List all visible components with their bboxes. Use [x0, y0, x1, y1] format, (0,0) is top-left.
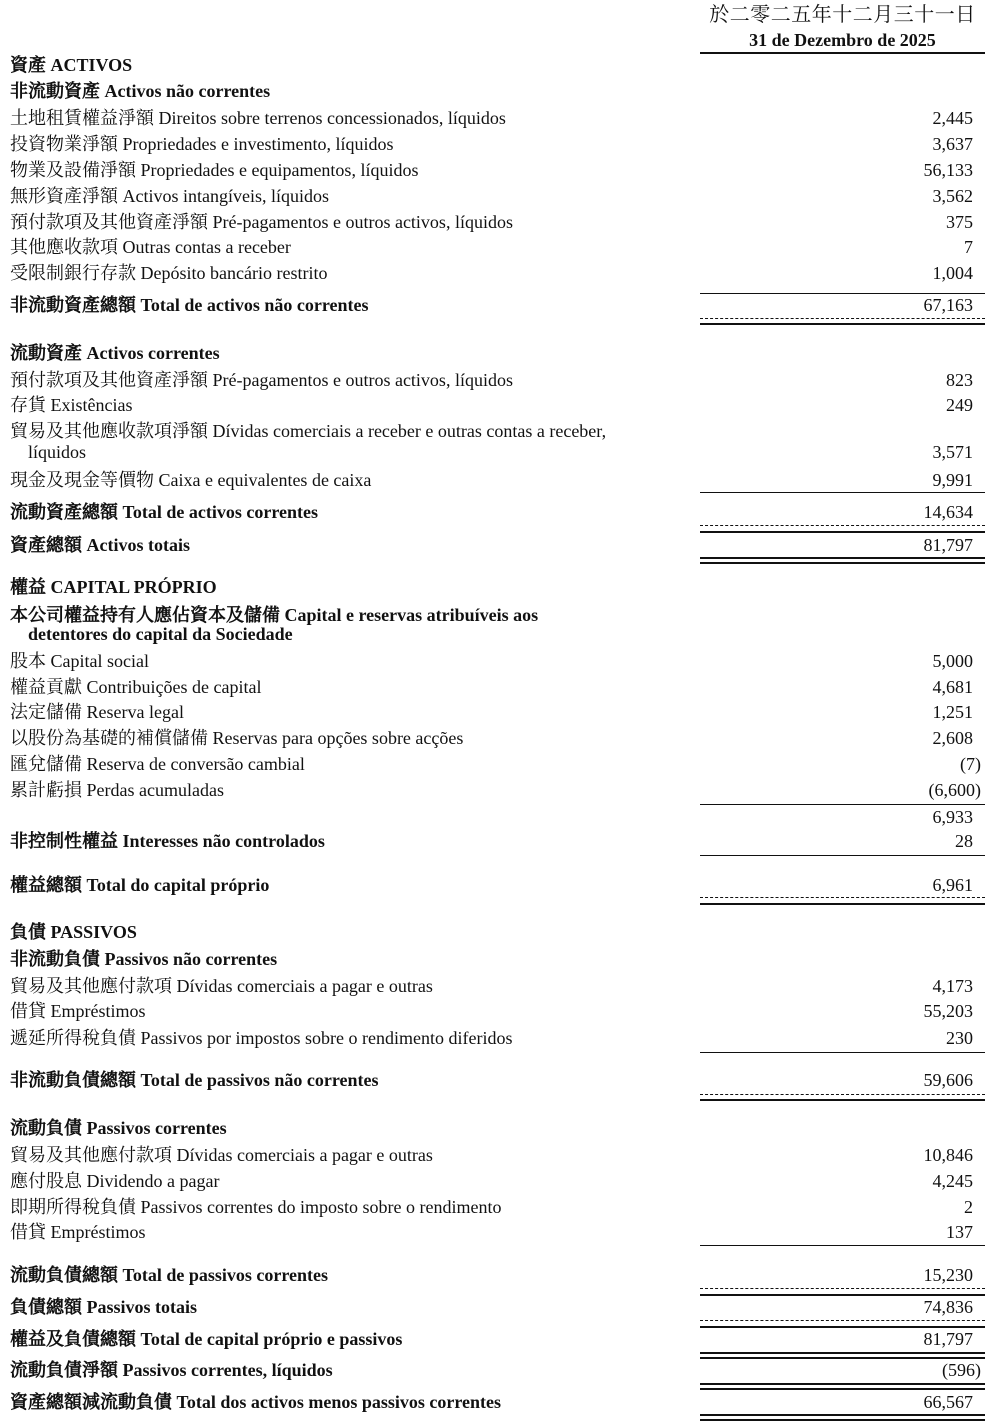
statement-line-item [10, 975, 985, 997]
line-item-value: 137 [946, 1222, 973, 1242]
label-pt: detentores do capital da Sociedade [28, 624, 293, 644]
subtotal-rule [700, 855, 985, 856]
label-pt: Capital social [50, 651, 149, 671]
line-item-label [10, 501, 318, 523]
label-pt: Contribuições de capital [86, 677, 262, 697]
statement-heading-row [10, 1117, 985, 1139]
line-item-value: 7 [964, 237, 973, 257]
line-item-value: 28 [955, 831, 973, 851]
label-zh: 貿易及其他應付款項 [10, 1145, 172, 1165]
line-item-label [10, 1196, 501, 1218]
line-item-value: 4,173 [932, 976, 973, 996]
statement-line-item [10, 107, 985, 129]
line-item-value: 66,567 [923, 1392, 973, 1412]
line-item-value: 375 [946, 212, 973, 232]
label-pt: Passivos correntes do imposto sobre o rendimento [140, 1197, 502, 1217]
label-zh: 流動負債總額 [10, 1265, 118, 1285]
statement-line-item [10, 211, 985, 233]
line-item-value: 56,133 [923, 160, 973, 180]
label-pt: Total de activos não correntes [140, 295, 369, 315]
statement-line-item [10, 1144, 985, 1166]
statement-line-item [10, 420, 985, 442]
line-item-value: 59,606 [923, 1070, 973, 1090]
label-zh: 無形資產淨額 [10, 186, 118, 206]
column-header-date-pt: 31 de Dezembro de 2025 [749, 30, 936, 50]
line-item-label [10, 262, 327, 284]
statement-heading-row [10, 830, 985, 852]
label-zh: 即期所得稅負債 [10, 1197, 136, 1217]
label-pt: Total de capital próprio e passivos [140, 1329, 403, 1349]
grand-total-rule-2 [700, 1357, 985, 1359]
line-item-label [10, 650, 149, 672]
line-item-label [10, 753, 305, 775]
line-item-label [10, 1170, 219, 1192]
statement-line-item [10, 159, 985, 181]
line-item-value: 2 [964, 1197, 973, 1217]
subtotal-rule [700, 492, 985, 493]
statement-line-item [10, 806, 985, 828]
label-pt: líquidos [28, 442, 87, 462]
line-item-value: 230 [946, 1028, 973, 1048]
total-rule-dashed [700, 1094, 985, 1095]
label-zh: 流動資產 [10, 343, 82, 363]
label-pt: Propriedades e equipamentos, líquidos [140, 160, 419, 180]
label-pt: Total dos activos menos passivos correntes [176, 1392, 502, 1412]
label-zh: 非流動負債 [10, 949, 100, 969]
line-item-value: 1,251 [932, 702, 973, 722]
line-item-label [10, 133, 393, 155]
statement-heading-row [10, 623, 985, 645]
statement-heading-row [10, 80, 985, 102]
label-zh: 負債 [10, 922, 46, 942]
statement-heading-row [10, 576, 985, 598]
label-zh: 現金及現金等價物 [10, 470, 154, 490]
label-pt: PASSIVOS [50, 922, 137, 942]
line-item-value: 6,961 [932, 875, 973, 895]
label-zh: 預付款項及其他資產淨額 [10, 212, 208, 232]
label-pt: Interesses não controlados [122, 831, 325, 851]
line-item-label [10, 1359, 333, 1381]
line-item-label [10, 1000, 146, 1022]
line-item-label [10, 1144, 433, 1166]
label-zh: 貿易及其他應收款項淨額 [10, 421, 208, 441]
subtotal-rule [700, 1245, 985, 1246]
label-zh: 投資物業淨額 [10, 134, 118, 154]
line-item-value: 10,846 [923, 1145, 973, 1165]
label-zh: 負債總額 [10, 1297, 82, 1317]
statement-line-item [10, 1000, 985, 1022]
line-item-label [10, 211, 513, 233]
label-zh: 受限制銀行存款 [10, 263, 136, 283]
label-pt: Empréstimos [50, 1222, 146, 1242]
statement-heading-row [10, 534, 985, 556]
label-zh: 貿易及其他應付款項 [10, 976, 172, 996]
statement-line-item [10, 1027, 985, 1049]
line-item-value: 2,608 [932, 728, 973, 748]
label-zh: 借貸 [10, 1222, 46, 1242]
label-pt: Depósito bancário restrito [140, 263, 328, 283]
label-pt: Activos intangíveis, líquidos [122, 186, 329, 206]
label-zh: 流動資產總額 [10, 502, 118, 522]
line-item-value: 249 [946, 395, 973, 415]
statement-heading-row [10, 1264, 985, 1286]
label-zh: 非流動負債總額 [10, 1070, 136, 1090]
label-zh: 非流動資產總額 [10, 295, 136, 315]
line-item-label [10, 80, 270, 102]
label-pt: Reserva legal [86, 702, 184, 722]
line-item-label [10, 1328, 402, 1350]
line-item-value: 9,991 [932, 470, 973, 490]
label-pt: Outras contas a receber [122, 237, 291, 257]
grand-total-rule-1 [700, 1414, 985, 1416]
line-item-label [10, 701, 184, 723]
label-zh: 權益 [10, 577, 46, 597]
total-rule-dashed [700, 525, 985, 526]
statement-line-item [10, 753, 985, 775]
label-zh: 資產 [10, 55, 46, 75]
label-zh: 資產總額減流動負債 [10, 1392, 172, 1412]
label-pt: Dívidas comerciais a pagar e outras [176, 1145, 433, 1165]
subtotal-rule [700, 293, 985, 294]
line-item-label [10, 727, 463, 749]
label-zh: 存貨 [10, 395, 46, 415]
grand-total-rule-1 [700, 1352, 985, 1354]
total-rule [700, 323, 985, 325]
label-pt: Activos correntes [86, 343, 220, 363]
line-item-label [10, 676, 261, 698]
line-item-label [10, 342, 220, 364]
column-header-date-zh: 於二零二五年十二月三十一日 [709, 4, 976, 26]
line-item-value: 3,637 [932, 134, 973, 154]
label-pt: Reservas para opções sobre acções [212, 728, 464, 748]
line-item-label [10, 159, 418, 181]
label-zh: 權益及負債總額 [10, 1329, 136, 1349]
label-pt: Activos não correntes [104, 81, 271, 101]
label-zh: 本公司權益持有人應佔資本及儲備 [10, 605, 280, 625]
line-item-value: 55,203 [923, 1001, 973, 1021]
line-item-label [10, 1296, 197, 1318]
statement-heading-row [10, 1391, 985, 1413]
grand-total-rule-2 [700, 562, 985, 564]
label-pt: Passivos totais [86, 1297, 198, 1317]
line-item-label [28, 441, 86, 463]
line-item-label [10, 948, 277, 970]
statement-heading-row [10, 921, 985, 943]
line-item-value: 4,681 [932, 677, 973, 697]
line-item-value: 5,000 [932, 651, 973, 671]
line-item-label [10, 107, 506, 129]
label-zh: 流動負債淨額 [10, 1360, 118, 1380]
label-pt: Passivos não correntes [104, 949, 278, 969]
label-zh: 法定儲備 [10, 702, 82, 722]
grand-total-rule-1 [700, 1383, 985, 1385]
statement-line-item [10, 676, 985, 698]
label-pt: Dívidas comerciais a pagar e outras [176, 976, 433, 996]
line-item-label [10, 534, 190, 556]
statement-heading-row [10, 294, 985, 316]
line-item-label [10, 874, 269, 896]
line-item-value: 1,004 [932, 263, 973, 283]
label-pt: Pré-pagamentos e outros activos, líquidos [212, 212, 513, 232]
label-zh: 累計虧損 [10, 780, 82, 800]
statement-line-item [10, 469, 985, 491]
total-rule [700, 531, 985, 533]
label-zh: 流動負債 [10, 1118, 82, 1138]
line-item-value: 4,245 [932, 1171, 973, 1191]
line-item-value: (596) [942, 1360, 981, 1380]
statement-heading-row [10, 1328, 985, 1350]
label-zh: 應付股息 [10, 1171, 82, 1191]
line-item-value: 15,230 [923, 1265, 973, 1285]
total-rule [700, 1326, 985, 1328]
line-item-label [10, 1117, 227, 1139]
label-pt: Activos totais [86, 535, 190, 555]
statement-heading-row [10, 1359, 985, 1381]
label-pt: Existências [50, 395, 133, 415]
line-item-label [10, 54, 132, 76]
statement-heading-row [10, 948, 985, 970]
label-zh: 其他應收款項 [10, 237, 118, 257]
statement-line-item [10, 441, 985, 463]
line-item-label [10, 921, 137, 943]
label-zh: 借貸 [10, 1001, 46, 1021]
statement-heading-row [10, 54, 985, 76]
statement-line-item [10, 1170, 985, 1192]
line-item-label [10, 236, 291, 258]
statement-line-item [10, 779, 985, 801]
label-zh: 股本 [10, 651, 46, 671]
label-pt: Total de passivos não correntes [140, 1070, 379, 1090]
line-item-label [10, 576, 217, 598]
label-pt: Passivos correntes [86, 1118, 227, 1138]
label-zh: 非控制性權益 [10, 831, 118, 851]
grand-total-rule-2 [700, 1419, 985, 1421]
statement-line-item [10, 236, 985, 258]
line-item-value: 3,562 [932, 186, 973, 206]
label-pt: Dívidas comerciais a receber e outras contas a receber, [212, 421, 607, 441]
grand-total-rule-2 [700, 1388, 985, 1390]
total-rule [700, 903, 985, 905]
total-rule-dashed [700, 1320, 985, 1321]
line-item-value: 14,634 [923, 502, 973, 522]
line-item-label [10, 830, 325, 852]
line-item-value: (7) [960, 754, 981, 774]
line-item-value: 74,836 [923, 1297, 973, 1317]
label-pt: Total de activos correntes [122, 502, 318, 522]
statement-heading-row [10, 874, 985, 896]
total-rule-dashed [700, 318, 985, 319]
line-item-label [10, 1069, 379, 1091]
line-item-label [10, 369, 513, 391]
line-item-value: 6,933 [932, 807, 973, 827]
line-item-label [10, 1221, 146, 1243]
label-pt: Reserva de conversão cambial [86, 754, 305, 774]
line-item-value: 2,445 [932, 108, 973, 128]
line-item-value: 81,797 [923, 535, 973, 555]
total-rule-dashed [700, 897, 985, 898]
subtotal-rule [700, 1052, 985, 1053]
total-rule [700, 1099, 985, 1101]
label-zh: 遞延所得稅負債 [10, 1028, 136, 1048]
label-zh: 權益總額 [10, 875, 82, 895]
line-item-label [10, 1027, 512, 1049]
line-item-label [10, 420, 606, 442]
label-pt: Propriedades e investimento, líquidos [122, 134, 394, 154]
statement-heading-row [10, 501, 985, 523]
statement-line-item [10, 262, 985, 284]
label-pt: Passivos por impostos sobre o rendimento diferidos [140, 1028, 513, 1048]
label-pt: ACTIVOS [50, 55, 133, 75]
label-pt: Perdas acumuladas [86, 780, 224, 800]
label-zh: 資產總額 [10, 535, 82, 555]
label-zh: 匯兌儲備 [10, 754, 82, 774]
line-item-label [10, 294, 368, 316]
line-item-value: (6,600) [928, 780, 981, 800]
statement-line-item [10, 1221, 985, 1243]
statement-line-item [10, 133, 985, 155]
label-zh: 物業及設備淨額 [10, 160, 136, 180]
label-pt: Pré-pagamentos e outros activos, líquidos [212, 370, 513, 390]
total-rule [700, 1294, 985, 1296]
label-pt: Capital e reservas atribuíveis aos [284, 605, 539, 625]
line-item-label [10, 469, 371, 491]
grand-total-rule-1 [700, 557, 985, 559]
label-pt: Total de passivos correntes [122, 1265, 329, 1285]
statement-heading-row [10, 1069, 985, 1091]
line-item-label [10, 1391, 501, 1413]
statement-line-item [10, 650, 985, 672]
line-item-value: 81,797 [923, 1329, 973, 1349]
label-zh: 權益貢獻 [10, 677, 82, 697]
line-item-label [10, 779, 224, 801]
statement-line-item [10, 1196, 985, 1218]
statement-line-item [10, 369, 985, 391]
statement-line-item [10, 185, 985, 207]
label-pt: Caixa e equivalentes de caixa [158, 470, 372, 490]
label-pt: Dividendo a pagar [86, 1171, 220, 1191]
label-pt: CAPITAL PRÓPRIO [50, 577, 217, 597]
line-item-value: 3,571 [932, 442, 973, 462]
line-item-value: 67,163 [923, 295, 973, 315]
line-item-label [10, 975, 433, 997]
statement-line-item [10, 701, 985, 723]
total-rule-dashed [700, 1288, 985, 1289]
line-item-label [10, 394, 132, 416]
statement-heading-row [10, 342, 985, 364]
label-pt: Passivos correntes, líquidos [122, 1360, 333, 1380]
statement-line-item [10, 727, 985, 749]
label-zh: 非流動資產 [10, 81, 100, 101]
statement-heading-row [10, 1296, 985, 1318]
label-zh: 以股份為基礎的補償儲備 [10, 728, 208, 748]
label-zh: 預付款項及其他資產淨額 [10, 370, 208, 390]
label-pt: Total do capital próprio [86, 875, 270, 895]
subtotal-rule [700, 804, 985, 805]
line-item-label [10, 185, 329, 207]
line-item-label [10, 1264, 328, 1286]
label-zh: 土地租賃權益淨額 [10, 108, 154, 128]
label-pt: Empréstimos [50, 1001, 146, 1021]
line-item-label [28, 623, 293, 645]
label-pt: Direitos sobre terrenos concessionados, líquidos [158, 108, 506, 128]
statement-line-item [10, 394, 985, 416]
line-item-value: 823 [946, 370, 973, 390]
